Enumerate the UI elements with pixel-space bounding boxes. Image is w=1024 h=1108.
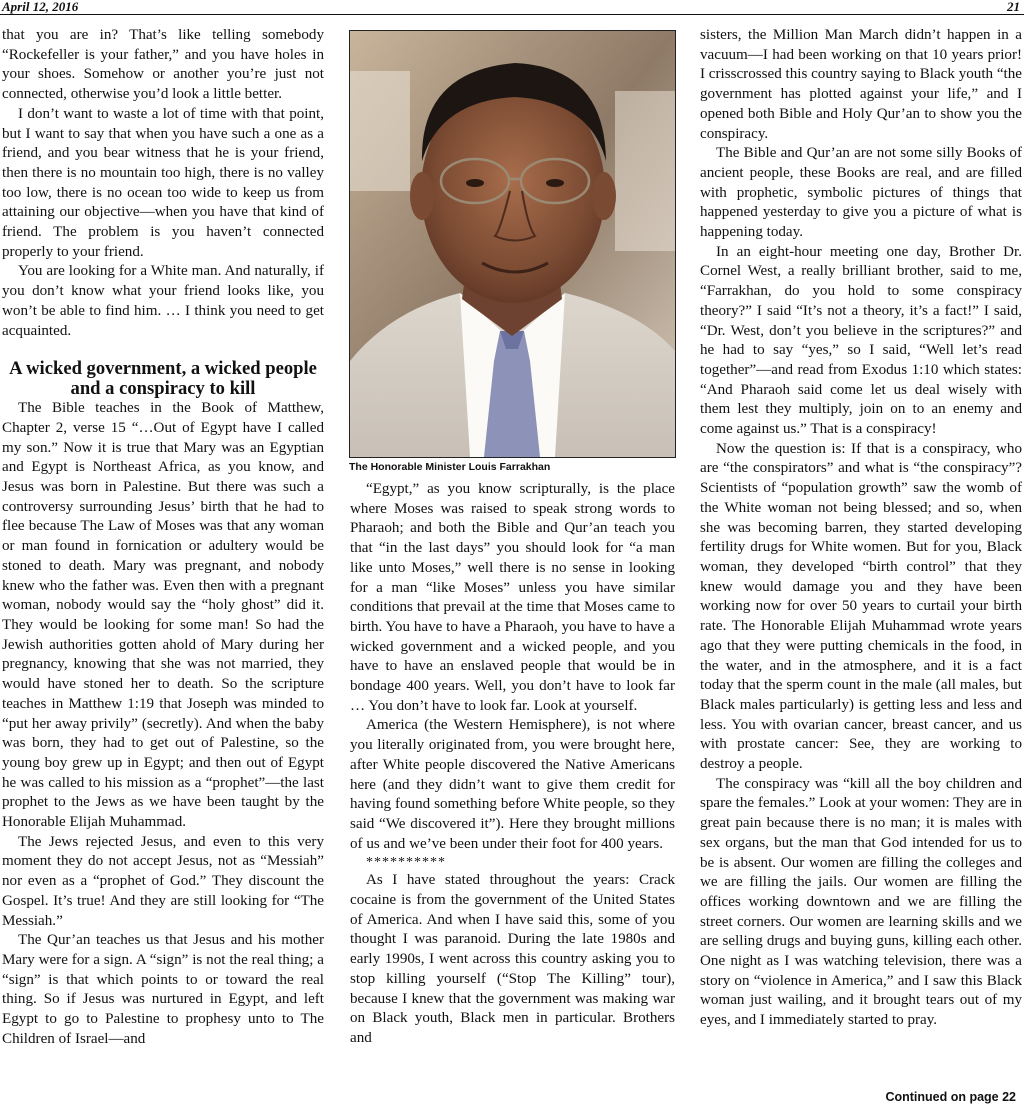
photo-caption: The Honorable Minister Louis Farrakhan — [349, 461, 551, 473]
paragraph: “Egypt,” as you know scripturally, is the place where Moses was raised to speak strong words to Pharaoh; and both the Bible and Qur’an teach you that “in the last days” you should look for “a man like unto Moses,” well there is no sense in looking for a man “like Moses” unless you have similar conditions that prevail at the time that Moses came to birth. You have to have a Pharaoh, you have to have a wicked government and a wicked people, and you have to have an enslaved people that would be in bondage 400 years. Well, you don’t have to look far … You don’t have to look far. Look at yourself. — [350, 481, 675, 714]
page-header — [0, 0, 1024, 15]
paragraph: The Qur’an teaches us that Jesus and his mother Mary were for a sign. A “sign” is not the real thing; a “sign” is that which points to or toward the real thing. So if Jesus was nurtured in Egypt, and left Egypt to go to Palestine to prophesy unto to The Children of Israel—and — [2, 932, 324, 1047]
page-number: 21 — [1007, 0, 1020, 14]
paragraph: The conspiracy was “kill all the boy children and spare the females.” Look at your women: They are in great pain because there is no man; it is males with sex organs, but the man that God intended for us to be is absent. Our women are filling the colleges and we are filling the jails. Our women are filling the offices working downtown and we are filling the street corners. Our women are learning skills and we are selling drugs and buying guns, killing each other. One night as I was watching television, there was a story on “violence in America,” and I saw this Black woman just wailing, and it brought tears out of my eyes, and I immediately started to pray. — [700, 775, 1022, 1029]
column-1 — [2, 26, 324, 1049]
section-subhead: A wicked government, a wicked people and a conspiracy to kill — [9, 358, 317, 400]
paragraph: In an eight-hour meeting one day, Brother Dr. Cornel West, a really brilliant brother, said to me, “Farrakhan, do you hold to some conspiracy theory?” I said “It’s not a theory, it’s a fact!” I said, “Dr. West, don’t you believe in the scriptures?” and he had to say “yes,” so I said, “Well let’s read together”—and read from Exodus 1:10 which states: “And Pharaoh said come let us deal wisely with them lest they multiply, join on to an enemy and come against us.” That is a conspiracy! — [700, 243, 1022, 438]
portrait-photo — [349, 30, 676, 458]
paragraph: sisters, the Million Man March didn’t happen in a vacuum—I had been working on that 10 years prior! I crisscrossed this country saying to Black youth “the government has plotted against your life,” and I opened both Bible and Holy Qur’an to show you the conspiracy. — [700, 27, 1022, 142]
photo-figure — [349, 30, 676, 473]
paragraph: America (the Western Hemisphere), is not where you literally originated from, you were brought here, after White people discovered the Native Americans here (and they didn’t want to give them credit for having found something before White people, so they said “We discovered it”). Here they brought millions of us and we’ve been under their foot for 400 years. — [350, 717, 675, 852]
paragraph: As I have stated throughout the years: Crack cocaine is from the government of the United States of America. And when I have said this, some of you thought I was paranoid. During the late 1980s and early 1990s, I went across this country asking you to stop killing yourself (“Stop The Killing” tour), because I knew that the government was making war on Black youth, Black men in particular. Brothers and — [350, 872, 675, 1046]
column-3 — [700, 26, 1022, 1031]
paragraph: The Jews rejected Jesus, and even to this very moment they do not accept Jesus, not as “Messiah” nor even as a “prophet of God.” They discount the Gospel. It’s true! And they are still looking for “The Messiah.” — [2, 833, 324, 929]
paragraph: The Bible teaches in the Book of Matthew, Chapter 2, verse 15 “…Out of Egypt have I called my son.” Now it is true that Mary was an Egyptian and Egypt is Northeast Africa, as you know, and Jesus was born in Palestine. But there was such a controversy surrounding Jesus’ birth that he had to flee because The Law of Moses was that any woman or man found in fornication or adultery would be stoned to death. Mary was pregnant, and nobody knew who the father was. Even then with a pregnant woman, nobody would say the “holy ghost” did it. They would be looking for some man! So had the Jewish authorities gotten ahold of Mary during her pregnancy, knowing that she was not married, they would have stoned her to death. So the scripture teaches in Matthew 1:19 that Joseph was minded to “put her away privily” (secretly). And when the baby was born, they had to get out of Palestine, so the young boy grew up in Egypt; and then out of Egypt he was called to his mission as a “prophet”—the last prophet to the Jews as we have been taught by the Honorable Elijah Muhammad. — [2, 400, 324, 831]
paragraph: You are looking for a White man. And naturally, if you don’t know what your friend looks like, you won’t be able to find him. … I think you need to get acquainted. — [2, 263, 324, 339]
column-2 — [350, 480, 675, 1049]
paragraph: Now the question is: If that is a conspiracy, who are “the conspirators” and what is “the conspiracy”? Scientists of “population growth” saw the womb of the White woman not being blessed; and so, when she was becoming barren, they started developing fertility drugs for White women. But for you, Black woman, they developed “birth control” that they knew would damage you and they have been working now for over 50 years to curtail your birth rate. The Honorable Elijah Muhammad wrote years ago that they were putting chemicals in the food, in the water, and in the atmosphere, and it is a fact today that the sperm count in the male (all males, but Black males particularly) is getting less and less and less. You with ovarian cancer, breast cancer, and us with prostate cancer: See, they are working to destroy a people. — [700, 440, 1022, 773]
issue-date: April 12, 2016 — [2, 0, 79, 14]
paragraph: I don’t want to waste a lot of time with that point, but I want to say that when you have such a one as a friend, and you bear witness that he is your friend, then there is no mountain too high, there is no valley too low, there is no ocean too wide to keep us from attaining our objective—when you have that kind of friend. The problem is you haven’t connected properly to your friend. — [2, 105, 324, 260]
paragraph: that you are in? That’s like telling somebody “Rockefeller is your father,” and you have holes in your shoes. Somehow or another you’re just not connected, otherwise you’d look a little better. — [2, 27, 324, 103]
continued-on-label: Continued on page 22 — [885, 1090, 1016, 1104]
section-divider: ********** — [366, 855, 446, 871]
paragraph: The Bible and Qur’an are not some silly Books of ancient people, these Books are real, and are filled with prophetic, symbolic pictures of things that happened yesterday to give you a picture of what is happening today. — [700, 145, 1022, 241]
